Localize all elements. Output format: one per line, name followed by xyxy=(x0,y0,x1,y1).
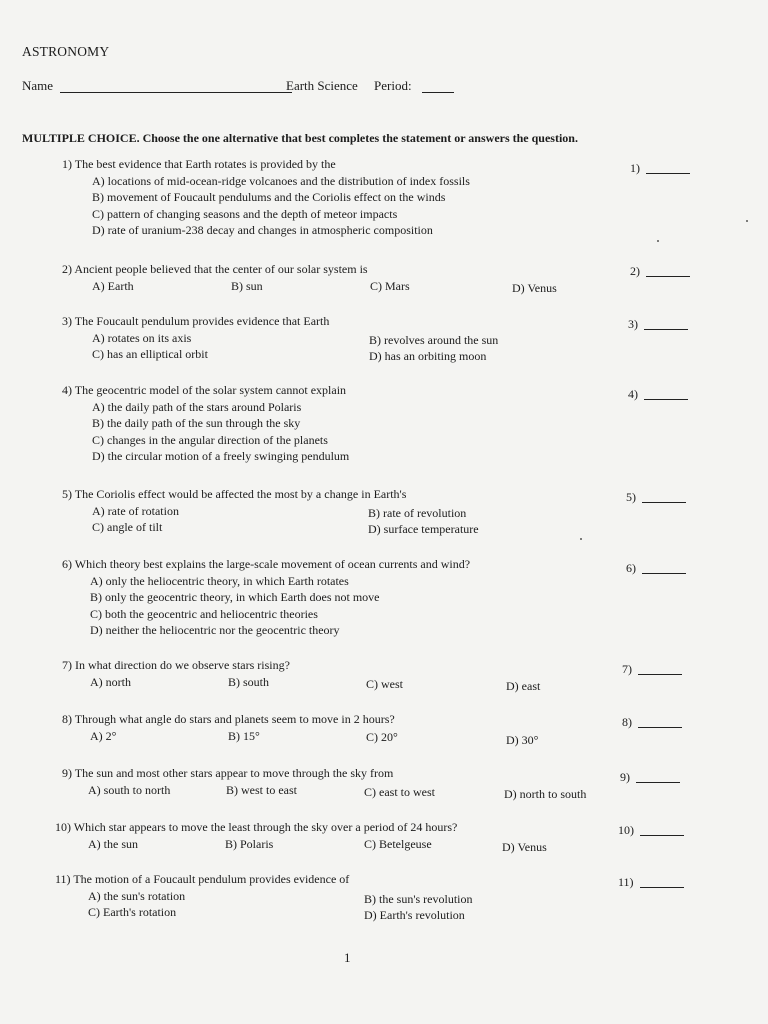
option-a[interactable]: A) only the heliocentric theory, in which Earth rotates xyxy=(90,573,349,588)
answer-slot-5[interactable] xyxy=(626,490,686,505)
period-label: Period: xyxy=(374,78,412,93)
option-a[interactable]: A) the sun's rotation xyxy=(88,888,186,903)
answer-number: 8) xyxy=(622,715,632,729)
question-stem: 7) In what direction do we observe stars rising? xyxy=(62,658,290,672)
answer-blank[interactable] xyxy=(644,329,688,330)
question-10 xyxy=(55,819,695,852)
option-c[interactable]: C) pattern of changing seasons and the depth of meteor impacts xyxy=(92,206,398,221)
option-a[interactable]: A) Earth xyxy=(92,278,134,293)
question-11 xyxy=(55,871,695,921)
question-stem: 10) Which star appears to move the least through the sky over a period of 24 hours? xyxy=(55,820,458,834)
option-d[interactable]: D) Earth's revolution xyxy=(364,907,465,922)
option-a[interactable]: A) the daily path of the stars around Polaris xyxy=(92,399,302,414)
question-7 xyxy=(62,657,702,693)
option-b[interactable]: B) west to east xyxy=(226,782,297,797)
options-row xyxy=(88,836,695,852)
options-list xyxy=(92,173,702,239)
option-c[interactable]: C) Earth's rotation xyxy=(88,904,177,919)
option-d[interactable]: D) neither the heliocentric nor the geocentric theory xyxy=(90,623,340,637)
option-a[interactable]: A) rate of rotation xyxy=(92,503,179,518)
answer-slot-7[interactable] xyxy=(622,662,682,677)
question-9 xyxy=(62,765,702,801)
option-a[interactable]: A) north xyxy=(90,674,131,689)
answer-number: 3) xyxy=(628,317,638,331)
answer-blank[interactable] xyxy=(636,782,680,783)
options-row xyxy=(90,674,702,693)
option-b[interactable]: B) 15° xyxy=(228,728,260,743)
answer-blank[interactable] xyxy=(638,674,682,675)
answer-slot-8[interactable] xyxy=(622,715,682,730)
answer-slot-11[interactable] xyxy=(618,875,684,890)
answer-number: 4) xyxy=(628,387,638,401)
answer-number: 6) xyxy=(626,561,636,575)
answer-number: 1) xyxy=(630,161,640,175)
question-stem: 1) The best evidence that Earth rotates is provided by the xyxy=(62,157,336,171)
option-c[interactable]: C) has an elliptical orbit xyxy=(92,346,208,361)
answer-number: 9) xyxy=(620,770,630,784)
question-stem: 3) The Foucault pendulum provides evidence that Earth xyxy=(62,314,330,328)
page-number: 1 xyxy=(344,950,351,965)
answer-blank[interactable] xyxy=(642,573,686,574)
option-d[interactable]: D) east xyxy=(506,678,541,693)
option-d[interactable]: D) the circular motion of a freely swinging pendulum xyxy=(92,449,350,463)
name-row xyxy=(22,78,472,96)
option-b[interactable]: B) revolves around the sun xyxy=(369,332,499,347)
instructions xyxy=(22,131,578,146)
answer-blank[interactable] xyxy=(638,727,682,728)
answer-number: 10) xyxy=(618,823,634,837)
answer-slot-10[interactable] xyxy=(618,823,684,838)
answer-blank[interactable] xyxy=(642,502,686,503)
option-b[interactable]: B) movement of Foucault pendulums and the Coriolis effect on the winds xyxy=(92,190,446,204)
answer-number: 5) xyxy=(626,490,636,504)
worksheet-title: ASTRONOMY xyxy=(22,44,110,59)
question-4 xyxy=(62,382,702,465)
question-6 xyxy=(62,556,702,639)
option-d[interactable]: D) rate of uranium-238 decay and changes in atmospheric composition xyxy=(92,223,433,237)
options-list xyxy=(90,573,702,639)
option-b[interactable]: B) rate of revolution xyxy=(368,505,467,520)
answer-slot-3[interactable] xyxy=(628,317,688,332)
option-d[interactable]: D) Venus xyxy=(502,839,547,854)
option-b[interactable]: B) Polaris xyxy=(225,836,274,851)
option-d[interactable]: D) has an orbiting moon xyxy=(369,348,487,363)
scan-speck xyxy=(746,220,748,222)
options-row xyxy=(88,782,702,801)
question-2 xyxy=(62,261,702,294)
question-stem: 9) The sun and most other stars appear to move through the sky from xyxy=(62,766,394,780)
options-row xyxy=(92,278,702,294)
answer-number: 11) xyxy=(618,875,634,889)
option-d[interactable]: D) Venus xyxy=(512,280,557,295)
answer-blank[interactable] xyxy=(640,887,684,888)
option-a[interactable]: A) rotates on its axis xyxy=(92,330,192,345)
answer-number: 2) xyxy=(630,264,640,278)
options-row xyxy=(90,728,702,747)
option-b[interactable]: B) the sun's revolution xyxy=(364,891,473,906)
name-blank[interactable] xyxy=(60,92,292,93)
option-d[interactable]: D) north to south xyxy=(504,786,587,801)
question-8 xyxy=(62,711,702,747)
option-d[interactable]: D) surface temperature xyxy=(368,521,479,536)
answer-number: 7) xyxy=(622,662,632,676)
question-5 xyxy=(62,486,702,536)
option-a[interactable]: A) the sun xyxy=(88,836,138,851)
option-b[interactable]: B) only the geocentric theory, in which Earth does not move xyxy=(90,590,380,604)
question-stem: 8) Through what angle do stars and planets seem to move in 2 hours? xyxy=(62,712,395,726)
question-stem: 5) The Coriolis effect would be affected the most by a change in Earth's xyxy=(62,487,407,501)
answer-slot-1[interactable] xyxy=(630,161,690,176)
option-c[interactable]: C) both the geocentric and heliocentric theories xyxy=(90,606,318,621)
name-label: Name xyxy=(22,78,54,93)
option-c[interactable]: C) angle of tilt xyxy=(92,519,163,534)
option-a[interactable]: A) 2° xyxy=(90,728,117,743)
options-grid xyxy=(92,503,702,536)
option-d[interactable]: D) 30° xyxy=(506,732,539,747)
question-stem: 2) Ancient people believed that the center of our solar system is xyxy=(62,262,368,276)
answer-slot-6[interactable] xyxy=(626,561,686,576)
question-stem: 11) The motion of a Foucault pendulum provides evidence of xyxy=(55,872,350,886)
question-1 xyxy=(62,156,702,239)
option-c[interactable]: C) changes in the angular direction of the planets xyxy=(92,432,328,447)
instructions-heading: MULTIPLE CHOICE. xyxy=(22,131,140,145)
option-b[interactable]: B) south xyxy=(228,674,270,689)
answer-blank[interactable] xyxy=(646,173,690,174)
question-stem: 6) Which theory best explains the large-scale movement of ocean currents and wind? xyxy=(62,557,471,571)
option-a[interactable]: A) south to north xyxy=(88,782,171,797)
answer-blank[interactable] xyxy=(646,276,690,277)
scan-speck xyxy=(657,240,659,242)
question-3 xyxy=(62,313,702,363)
option-c[interactable]: C) 20° xyxy=(366,729,398,744)
period-blank[interactable] xyxy=(422,92,454,93)
answer-blank[interactable] xyxy=(640,835,684,836)
answer-slot-2[interactable] xyxy=(630,264,690,279)
subject-label: Earth Science xyxy=(286,78,358,93)
option-c[interactable]: C) Betelgeuse xyxy=(364,836,432,851)
option-a[interactable]: A) locations of mid-ocean-ridge volcanoes and the distribution of index fossils xyxy=(92,173,470,188)
option-b[interactable]: B) sun xyxy=(231,278,263,293)
option-b[interactable]: B) the daily path of the sun through the sky xyxy=(92,416,301,430)
options-list xyxy=(92,399,702,465)
answer-slot-4[interactable] xyxy=(628,387,688,402)
answer-slot-9[interactable] xyxy=(620,770,680,785)
option-c[interactable]: C) Mars xyxy=(370,278,410,293)
instructions-text: Choose the one alternative that best completes the statement or answers the question. xyxy=(142,131,578,145)
scan-speck xyxy=(580,538,582,540)
options-grid xyxy=(88,888,695,921)
option-c[interactable]: C) west xyxy=(366,676,403,691)
option-c[interactable]: C) east to west xyxy=(364,784,435,799)
question-stem: 4) The geocentric model of the solar system cannot explain xyxy=(62,383,347,397)
options-grid xyxy=(92,330,702,363)
answer-blank[interactable] xyxy=(644,399,688,400)
